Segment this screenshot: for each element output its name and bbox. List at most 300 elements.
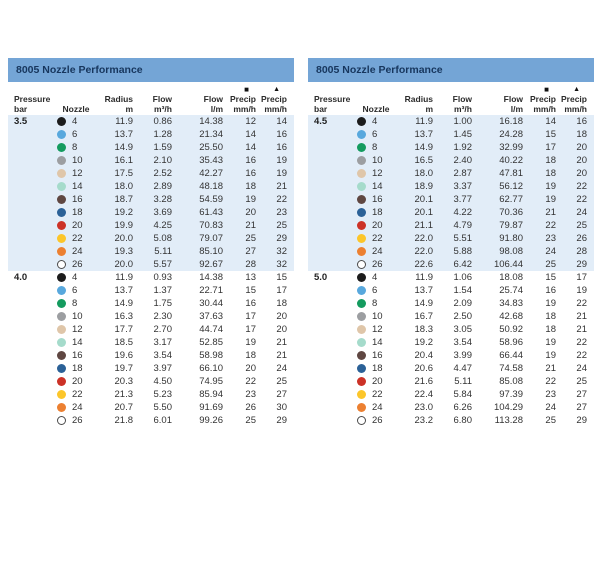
nozzle-color-dot [57, 364, 66, 373]
radius-value: 22.0 [414, 233, 433, 244]
precip-square-value: 17 [245, 324, 256, 335]
precip-triangle-value: 19 [276, 155, 287, 166]
flow-lm-value: 25.50 [199, 142, 223, 153]
nozzle-size: 10 [372, 155, 383, 166]
precip-triangle-value: 27 [576, 402, 587, 413]
nozzle-cell [54, 193, 98, 206]
column-header-label: Precip [561, 94, 587, 104]
precip-triangle-value: 18 [576, 129, 587, 140]
nozzle-size: 26 [72, 415, 83, 426]
precip-triangle-value: 19 [276, 168, 287, 179]
precip-triangle-value: 26 [576, 233, 587, 244]
radius-value: 14.9 [114, 298, 133, 309]
table-row [8, 128, 294, 141]
precip-square-value: 20 [245, 363, 256, 374]
pressure-section-4.0 [8, 271, 294, 427]
radius-value: 18.0 [414, 168, 433, 179]
triangle-icon: ▲ [573, 86, 580, 93]
square-icon: ■ [544, 85, 549, 94]
nozzle-size: 4 [372, 272, 378, 283]
table-row [308, 336, 594, 349]
precip-square-value: 18 [545, 324, 556, 335]
precip-square-value: 21 [545, 207, 556, 218]
flow-lm-value: 104.29 [493, 402, 523, 413]
flow-lm-value: 99.26 [199, 415, 223, 426]
nozzle-color-dot [357, 247, 366, 256]
nozzle-color-dot [357, 377, 366, 386]
precip-triangle-value: 22 [576, 298, 587, 309]
pressure-section-4.5 [308, 115, 594, 271]
radius-value: 23.2 [414, 415, 433, 426]
table-row [308, 167, 594, 180]
precip-square-value: 19 [545, 194, 556, 205]
nozzle-cell [354, 323, 398, 336]
nozzle-size: 8 [372, 298, 378, 309]
table-row [308, 271, 594, 284]
precip-square-value: 17 [245, 311, 256, 322]
flow-m3h-value: 5.23 [153, 389, 172, 400]
nozzle-cell [54, 375, 98, 388]
table-row [8, 414, 294, 427]
precip-square-value: 28 [245, 259, 256, 270]
precip-square-value: 17 [545, 142, 556, 153]
flow-m3h-value: 3.54 [453, 337, 472, 348]
nozzle-color-dot [57, 390, 66, 399]
table-body [308, 115, 594, 427]
nozzle-cell [54, 167, 98, 180]
precip-triangle-value: 29 [576, 259, 587, 270]
flow-lm-value: 79.87 [499, 220, 523, 231]
radius-value: 20.4 [414, 350, 433, 361]
radius-value: 20.3 [114, 376, 133, 387]
column-header-label: Pressure [14, 94, 51, 104]
nozzle-cell [54, 128, 98, 141]
flow-lm-value: 79.07 [199, 233, 223, 244]
radius-value: 18.7 [114, 194, 133, 205]
precip-square-value: 19 [545, 298, 556, 309]
nozzle-size: 24 [372, 402, 383, 413]
nozzle-color-dot [57, 325, 66, 334]
column-header-radius [398, 85, 433, 114]
nozzle-color-dot [57, 351, 66, 360]
table-row [308, 180, 594, 193]
nozzle-color-dot [57, 286, 66, 295]
precip-square-value: 12 [245, 116, 256, 127]
table-row [308, 401, 594, 414]
flow-lm-value: 85.94 [199, 389, 223, 400]
radius-value: 18.3 [414, 324, 433, 335]
table-row [8, 284, 294, 297]
precip-triangle-value: 25 [276, 220, 287, 231]
nozzle-size: 8 [372, 142, 378, 153]
column-header-precip_square [523, 85, 556, 114]
pressure-value: 4.5 [314, 116, 328, 127]
nozzle-size: 18 [372, 207, 383, 218]
flow-lm-value: 34.83 [499, 298, 523, 309]
flow-m3h-value: 2.87 [453, 168, 472, 179]
nozzle-size: 24 [72, 246, 83, 257]
flow-m3h-value: 1.06 [453, 272, 472, 283]
flow-m3h-value: 1.92 [453, 142, 472, 153]
precip-square-value: 19 [245, 337, 256, 348]
table-row [8, 206, 294, 219]
flow-m3h-value: 3.97 [153, 363, 172, 374]
nozzle-size: 16 [72, 350, 83, 361]
column-header-label: Nozzle [362, 104, 390, 114]
radius-value: 11.9 [415, 272, 433, 283]
flow-m3h-value: 2.70 [153, 324, 172, 335]
precip-square-value: 26 [245, 402, 256, 413]
column-header-unit: mm/h [564, 104, 587, 114]
nozzle-size: 20 [72, 376, 83, 387]
radius-value: 14.9 [414, 298, 433, 309]
nozzle-color-dot [357, 169, 366, 178]
nozzle-cell [54, 388, 98, 401]
nozzle-size: 22 [372, 233, 383, 244]
column-header-label: Precip [261, 94, 287, 104]
table-row [8, 336, 294, 349]
table-row [308, 219, 594, 232]
nozzle-color-dot [357, 299, 366, 308]
precip-triangle-value: 30 [276, 402, 287, 413]
precip-square-value: 19 [245, 194, 256, 205]
radius-value: 21.3 [114, 389, 133, 400]
nozzle-cell [54, 115, 98, 128]
flow-lm-value: 61.43 [199, 207, 223, 218]
flow-m3h-value: 1.28 [153, 129, 172, 140]
nozzle-cell [354, 349, 398, 362]
nozzle-cell [54, 245, 98, 258]
precip-square-value: 25 [245, 233, 256, 244]
flow-m3h-value: 1.59 [153, 142, 172, 153]
flow-m3h-value: 3.05 [453, 324, 472, 335]
flow-m3h-value: 4.79 [453, 220, 472, 231]
nozzle-cell [354, 401, 398, 414]
nozzle-cell [54, 362, 98, 375]
flow-lm-value: 22.71 [199, 285, 223, 296]
column-header-label: Pressure [314, 94, 351, 104]
precip-triangle-value: 14 [276, 116, 287, 127]
flow-m3h-value: 5.84 [453, 389, 472, 400]
nozzle-cell [54, 180, 98, 193]
precip-triangle-value: 22 [576, 337, 587, 348]
nozzle-size: 10 [72, 155, 83, 166]
radius-value: 17.7 [114, 324, 133, 335]
nozzle-color-dot [57, 117, 66, 126]
nozzle-size: 24 [372, 246, 383, 257]
radius-value: 22.0 [414, 246, 433, 257]
flow-lm-value: 98.08 [499, 246, 523, 257]
flow-lm-value: 66.44 [499, 350, 523, 361]
nozzle-size: 22 [372, 389, 383, 400]
nozzle-cell [54, 232, 98, 245]
nozzle-color-dot [357, 195, 366, 204]
flow-m3h-value: 6.01 [153, 415, 172, 426]
radius-value: 16.7 [414, 311, 433, 322]
nozzle-cell [354, 141, 398, 154]
nozzle-size: 26 [72, 259, 83, 270]
nozzle-size: 24 [72, 402, 83, 413]
nozzle-size: 20 [372, 376, 383, 387]
precip-square-value: 15 [545, 129, 556, 140]
column-header-label: Flow [503, 94, 523, 104]
radius-value: 18.9 [414, 181, 433, 192]
precip-triangle-value: 16 [276, 129, 287, 140]
nozzle-size: 18 [72, 207, 83, 218]
table-row [308, 154, 594, 167]
nozzle-size: 22 [72, 389, 83, 400]
nozzle-color-dot [357, 416, 366, 425]
nozzle-cell [354, 167, 398, 180]
precip-triangle-value: 22 [576, 181, 587, 192]
nozzle-color-dot [57, 156, 66, 165]
column-header-unit: m³/h [154, 104, 172, 114]
nozzle-color-dot [357, 221, 366, 230]
nozzle-cell [354, 271, 398, 284]
nozzle-size: 12 [372, 168, 383, 179]
nozzle-cell [54, 258, 98, 271]
table-row [8, 258, 294, 271]
nozzle-size: 6 [72, 285, 78, 296]
flow-m3h-value: 4.25 [153, 220, 172, 231]
radius-value: 11.9 [115, 272, 133, 283]
nozzle-size: 18 [372, 363, 383, 374]
precip-square-value: 18 [545, 168, 556, 179]
radius-value: 13.7 [114, 129, 133, 140]
column-header-precip_triangle [556, 85, 587, 114]
nozzle-size: 16 [372, 194, 383, 205]
flow-m3h-value: 6.80 [453, 415, 472, 426]
column-header-unit: m [425, 104, 433, 114]
column-header-label: Nozzle [62, 104, 90, 114]
flow-m3h-value: 5.50 [153, 402, 172, 413]
table-row [308, 297, 594, 310]
nozzle-color-dot [57, 377, 66, 386]
radius-value: 22.4 [414, 389, 433, 400]
flow-m3h-value: 5.51 [453, 233, 472, 244]
table-row [8, 115, 294, 128]
table-row [8, 323, 294, 336]
precip-square-value: 14 [245, 142, 256, 153]
precip-triangle-value: 25 [576, 220, 587, 231]
flow-m3h-value: 2.52 [153, 168, 172, 179]
flow-lm-value: 32.99 [499, 142, 523, 153]
column-header-unit: m³/h [454, 104, 472, 114]
flow-m3h-value: 4.50 [153, 376, 172, 387]
column-header-unit: bar [14, 104, 28, 114]
flow-m3h-value: 3.54 [153, 350, 172, 361]
precip-square-value: 19 [545, 337, 556, 348]
table-body [8, 115, 294, 427]
flow-lm-value: 14.38 [199, 116, 223, 127]
nozzle-cell [54, 284, 98, 297]
table-row [308, 141, 594, 154]
precip-triangle-value: 24 [576, 207, 587, 218]
nozzle-size: 4 [72, 272, 78, 283]
radius-value: 14.9 [114, 142, 133, 153]
nozzle-cell [354, 128, 398, 141]
flow-m3h-value: 3.37 [453, 181, 472, 192]
table-row [8, 245, 294, 258]
precip-triangle-value: 21 [276, 181, 287, 192]
nozzle-size: 6 [72, 129, 78, 140]
column-header-label: Flow [452, 94, 472, 104]
table-row [8, 141, 294, 154]
nozzle-color-dot [57, 234, 66, 243]
flow-lm-value: 25.74 [499, 285, 523, 296]
column-header-flow_m3h [433, 85, 472, 114]
table-row [308, 245, 594, 258]
flow-lm-value: 47.81 [499, 168, 523, 179]
nozzle-size: 12 [372, 324, 383, 335]
table-title: 8005 Nozzle Performance [308, 58, 594, 82]
nozzle-size: 8 [72, 298, 78, 309]
flow-lm-value: 74.58 [499, 363, 523, 374]
precip-square-value: 23 [545, 389, 556, 400]
table-row [8, 375, 294, 388]
precip-triangle-value: 19 [576, 285, 587, 296]
column-header-row [308, 82, 594, 115]
nozzle-color-dot [357, 234, 366, 243]
flow-m3h-value: 1.37 [153, 285, 172, 296]
table-row [308, 206, 594, 219]
nozzle-size: 8 [72, 142, 78, 153]
radius-value: 13.7 [414, 129, 433, 140]
radius-value: 14.9 [414, 142, 433, 153]
precip-square-value: 25 [545, 259, 556, 270]
column-header-pressure [314, 85, 354, 114]
precip-triangle-value: 20 [276, 311, 287, 322]
nozzle-color-dot [57, 195, 66, 204]
flow-lm-value: 70.36 [499, 207, 523, 218]
flow-m3h-value: 2.40 [453, 155, 472, 166]
precip-triangle-value: 21 [576, 311, 587, 322]
precip-triangle-value: 21 [276, 350, 287, 361]
precip-square-value: 15 [245, 285, 256, 296]
table-row [8, 180, 294, 193]
column-header-label: Flow [203, 94, 223, 104]
precip-triangle-value: 21 [576, 324, 587, 335]
column-header-row [8, 82, 294, 115]
nozzle-cell [54, 401, 98, 414]
nozzle-color-dot [357, 130, 366, 139]
nozzle-size: 14 [372, 337, 383, 348]
flow-m3h-value: 0.93 [153, 272, 172, 283]
nozzle-size: 14 [372, 181, 383, 192]
nozzle-cell [354, 297, 398, 310]
precip-triangle-value: 28 [576, 246, 587, 257]
nozzle-cell [354, 232, 398, 245]
precip-square-value: 20 [245, 207, 256, 218]
flow-lm-value: 35.43 [199, 155, 223, 166]
precip-triangle-value: 16 [576, 116, 587, 127]
triangle-icon: ▲ [273, 86, 280, 93]
radius-value: 19.7 [114, 363, 133, 374]
precip-square-value: 14 [545, 116, 556, 127]
table-row [8, 167, 294, 180]
column-header-pressure [14, 85, 54, 114]
flow-lm-value: 91.80 [499, 233, 523, 244]
precip-triangle-value: 27 [576, 389, 587, 400]
precip-triangle-value: 17 [576, 272, 587, 283]
nozzle-cell [354, 375, 398, 388]
table-row [308, 115, 594, 128]
flow-lm-value: 106.44 [493, 259, 523, 270]
table-row [308, 284, 594, 297]
pressure-section-5.0 [308, 271, 594, 427]
pressure-value: 3.5 [14, 116, 28, 127]
nozzle-size: 6 [372, 129, 378, 140]
pressure-value: 5.0 [314, 272, 328, 283]
nozzle-color-dot [357, 351, 366, 360]
nozzle-cell [54, 206, 98, 219]
precip-triangle-value: 20 [276, 324, 287, 335]
table-row [308, 232, 594, 245]
nozzle-color-dot [357, 208, 366, 217]
precip-square-value: 23 [545, 233, 556, 244]
precip-square-value: 16 [545, 285, 556, 296]
precip-square-value: 13 [245, 272, 256, 283]
precip-square-value: 16 [245, 298, 256, 309]
nozzle-size: 10 [372, 311, 383, 322]
nozzle-color-dot [57, 208, 66, 217]
flow-lm-value: 66.10 [199, 363, 223, 374]
nozzle-size: 22 [72, 233, 83, 244]
table-row [8, 193, 294, 206]
flow-m3h-value: 3.17 [153, 337, 172, 348]
table-row [8, 219, 294, 232]
nozzle-cell [354, 245, 398, 258]
nozzle-color-dot [57, 182, 66, 191]
column-header-nozzle [54, 85, 98, 114]
radius-value: 16.3 [114, 311, 133, 322]
table-row [8, 310, 294, 323]
radius-value: 19.2 [114, 207, 133, 218]
precip-triangle-value: 17 [276, 285, 287, 296]
flow-lm-value: 42.27 [199, 168, 223, 179]
nozzle-color-dot [57, 221, 66, 230]
radius-value: 13.7 [414, 285, 433, 296]
radius-value: 16.5 [414, 155, 433, 166]
table-row [8, 362, 294, 375]
flow-m3h-value: 2.30 [153, 311, 172, 322]
flow-m3h-value: 5.88 [453, 246, 472, 257]
column-header-unit: mm/h [533, 104, 556, 114]
column-header-label: Precip [230, 94, 256, 104]
nozzle-size: 14 [72, 181, 83, 192]
precip-triangle-value: 27 [276, 389, 287, 400]
precip-square-value: 24 [545, 402, 556, 413]
nozzle-size: 18 [72, 363, 83, 374]
flow-m3h-value: 6.42 [453, 259, 472, 270]
nozzle-size: 16 [372, 350, 383, 361]
flow-m3h-value: 1.45 [453, 129, 472, 140]
flow-m3h-value: 4.47 [453, 363, 472, 374]
nozzle-cell [54, 271, 98, 284]
radius-value: 19.2 [414, 337, 433, 348]
flow-m3h-value: 2.89 [153, 181, 172, 192]
flow-m3h-value: 1.75 [153, 298, 172, 309]
radius-value: 21.1 [414, 220, 433, 231]
precip-square-value: 15 [545, 272, 556, 283]
nozzle-color-dot [57, 169, 66, 178]
radius-value: 23.0 [414, 402, 433, 413]
nozzle-size: 12 [72, 324, 83, 335]
flow-lm-value: 52.85 [199, 337, 223, 348]
precip-square-value: 25 [245, 415, 256, 426]
precip-square-value: 25 [545, 415, 556, 426]
flow-lm-value: 40.22 [499, 155, 523, 166]
